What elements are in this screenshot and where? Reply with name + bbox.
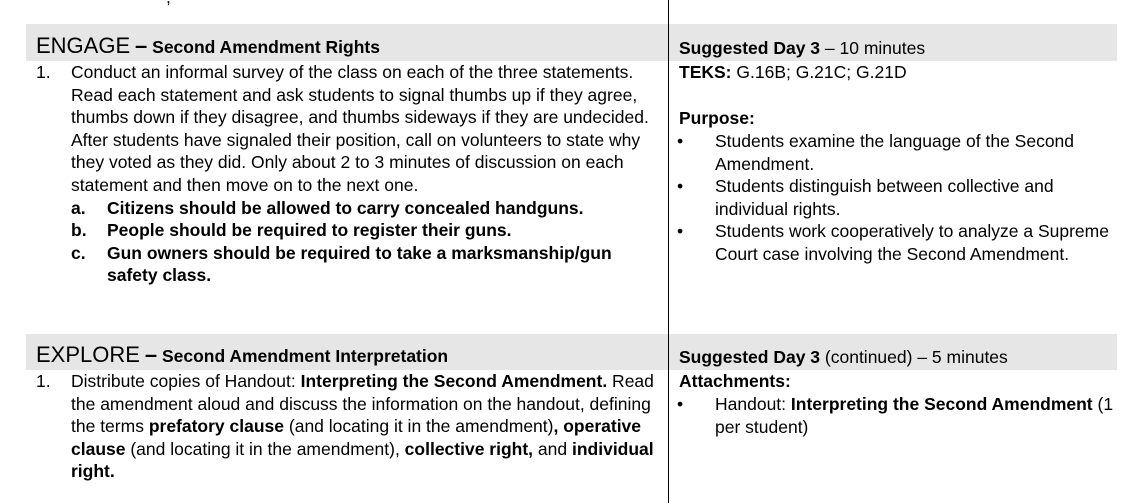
step-number: 1. bbox=[36, 62, 51, 82]
bullet-icon: • bbox=[677, 131, 684, 151]
purpose-item bbox=[679, 175, 1115, 220]
statement-text: Citizens should be allowed to carry concealed handguns. bbox=[107, 197, 584, 218]
statement-c bbox=[71, 242, 664, 287]
day-duration: (continued) – 5 minutes bbox=[824, 347, 1008, 367]
engage-title bbox=[36, 33, 380, 60]
engage-step-1 bbox=[36, 61, 664, 287]
day-label: Suggested Day 3 bbox=[679, 347, 821, 367]
term-individual-right: individual right. bbox=[71, 438, 654, 482]
teks-label: TEKS: bbox=[679, 62, 732, 82]
explore-procedure bbox=[36, 370, 664, 483]
purpose-text: Students work cooperatively to analyze a Supreme Court case involving the Second Amendment. bbox=[715, 221, 1109, 264]
attachment-quantity: (1 per student) bbox=[715, 394, 1114, 437]
explore-text: and bbox=[533, 438, 572, 459]
purpose-item bbox=[679, 130, 1115, 175]
engage-step-text: Conduct an informal survey of the class on each of the three statements. Read each statement and ask students to signal thumbs up if they agree, thumbs down if they disagree, and thumbs sideways if they are undecided. After students have signaled their position, call on volunteers to state why they voted as they did. Only about 2 to 3 minutes of discussion on each statement and then move on to the next one. bbox=[71, 62, 649, 195]
explore-suggested-day bbox=[679, 346, 1008, 369]
engage-suggested-day bbox=[679, 37, 925, 60]
purpose-text: Students distinguish between collective and individual rights. bbox=[715, 176, 1054, 219]
top-fragment bbox=[166, 0, 171, 9]
bullet-icon: • bbox=[677, 176, 684, 197]
bullet-icon: • bbox=[677, 221, 684, 242]
step-number: 1. bbox=[36, 371, 51, 391]
day-duration: – 10 minutes bbox=[824, 38, 926, 58]
attachments-label: Attachments: bbox=[679, 371, 791, 391]
purpose-item bbox=[679, 220, 1115, 265]
purpose-list bbox=[679, 130, 1115, 266]
engage-heading: ENGAGE bbox=[36, 33, 131, 58]
explore-text: Distribute copies of Handout: bbox=[71, 371, 301, 391]
engage-subtitle: Second Amendment Rights bbox=[152, 37, 380, 57]
engage-procedure bbox=[36, 61, 664, 287]
explore-text: Read the amendment aloud and discuss the information on the handout, defining the terms bbox=[71, 371, 654, 437]
statement-a bbox=[71, 197, 664, 220]
statement-letter: a. bbox=[71, 197, 86, 218]
purpose-text: Students examine the language of the Second Amendment. bbox=[715, 131, 1075, 174]
attachment-item bbox=[679, 393, 1115, 438]
explore-text: (and locating it in the amendment) bbox=[284, 416, 554, 437]
purpose-label: Purpose: bbox=[679, 108, 755, 128]
handout-title: Interpreting the Second Amendment. bbox=[300, 371, 608, 391]
attachment-prefix: Handout: bbox=[715, 394, 791, 414]
teks-line bbox=[679, 61, 907, 84]
explore-dash: – bbox=[144, 342, 158, 367]
explore-heading: EXPLORE bbox=[36, 342, 140, 367]
term-operative-clause: , operative clause bbox=[71, 416, 642, 459]
statement-letter: c. bbox=[71, 242, 86, 263]
term-collective-right: collective right, bbox=[404, 438, 534, 459]
term-prefatory-clause: prefatory clause bbox=[148, 416, 285, 437]
statement-b bbox=[71, 219, 664, 242]
explore-text: (and locating it in the amendment), bbox=[125, 438, 405, 459]
statement-text: Gun owners should be required to take a marksmanship/gun safety class. bbox=[107, 242, 612, 286]
column-divider bbox=[668, 0, 669, 503]
survey-statements bbox=[71, 197, 664, 287]
explore-step-1 bbox=[36, 370, 664, 483]
teks-value: G.16B; G.21C; G.21D bbox=[736, 62, 907, 82]
attachments-list bbox=[679, 393, 1115, 438]
explore-title bbox=[36, 342, 448, 369]
statement-letter: b. bbox=[71, 220, 87, 241]
statement-text: People should be required to register their guns. bbox=[107, 220, 512, 241]
day-label: Suggested Day 3 bbox=[679, 38, 821, 58]
attachment-title: Interpreting the Second Amendment bbox=[790, 394, 1093, 414]
explore-subtitle: Second Amendment Interpretation bbox=[161, 346, 449, 366]
engage-dash: – bbox=[135, 33, 148, 58]
bullet-icon: • bbox=[677, 394, 684, 414]
